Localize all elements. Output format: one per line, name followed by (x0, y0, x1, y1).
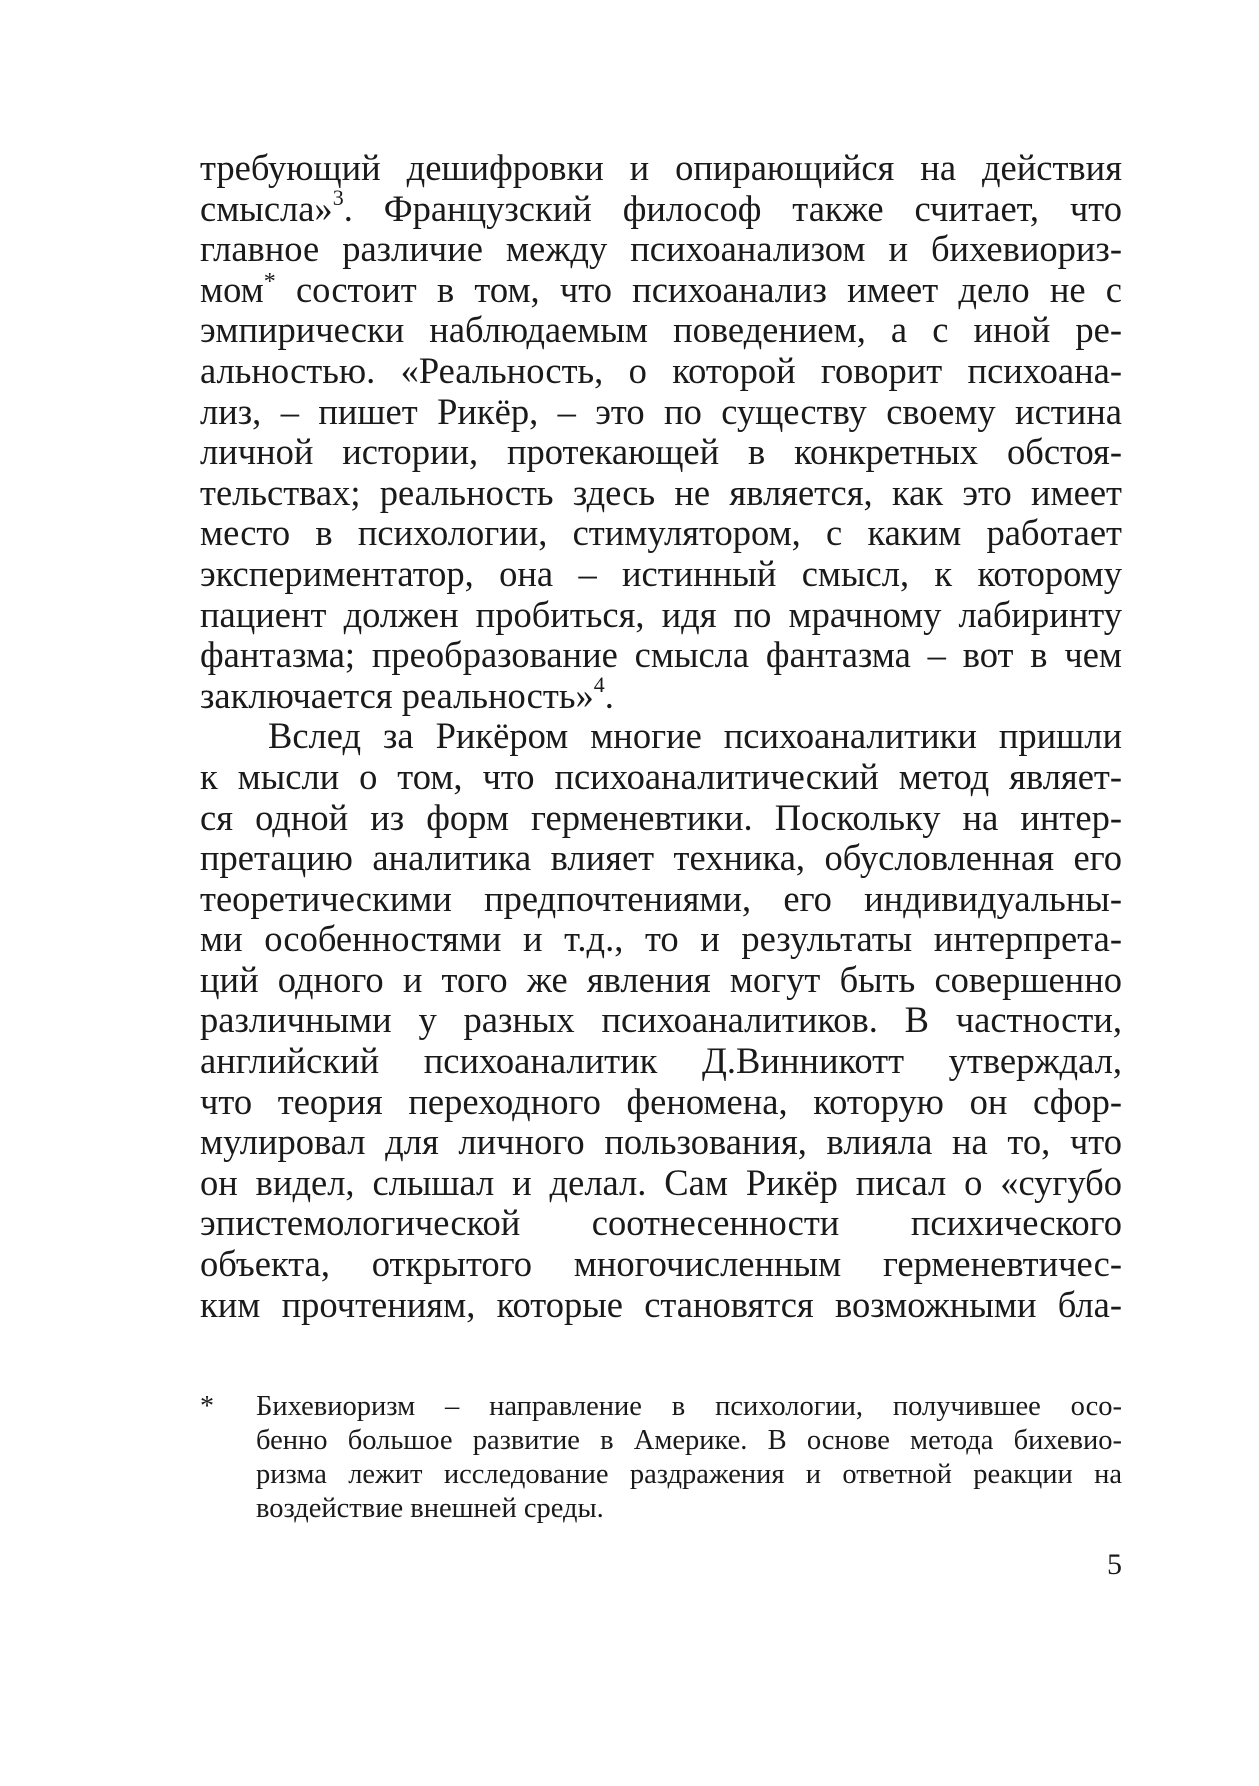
body-line: ким прочтениям, которые становятся возможными бла- (200, 1283, 1122, 1325)
body-line: пациент должен пробиться, идя по мрачному лабиринту (200, 593, 1122, 635)
body-line: личной истории, протекающей в конкретных обстоя- (200, 431, 1122, 473)
body-line: ми особенностями и т.д., то и результаты интерпрета- (200, 918, 1122, 960)
body-line: заключается реальность»$^4$. (200, 671, 614, 716)
footnote-line: ризма лежит исследование раздражения и ответной реакции на (256, 1459, 1122, 1490)
body-line: мулировал для личного пользования, влияла на то, что (200, 1121, 1122, 1163)
body-line: требующий дешифровки и опирающийся на действия (200, 147, 1122, 188)
paragraph-first-line: Вслед за Рикёром многие психоаналитики пришли (268, 715, 1122, 757)
body-line: он видел, слышал и делал. Сам Рикёр писал о «сугубо (200, 1161, 1122, 1203)
body-line: мом* состоит в том, что психоанализ имеет дело не с (200, 268, 1122, 310)
body-line: альностью. «Реальность, о которой говорит психоана- (200, 349, 1122, 391)
body-line: что теория переходного феномена, которую он сфор- (200, 1080, 1122, 1122)
footnote-line: Бихевиоризм – направление в психологии, получившее осо- (256, 1391, 1122, 1422)
body-line: объекта, открытого многочисленным герменевтичес- (200, 1243, 1122, 1285)
body-line: фантазма; преобразование смысла фантазма – вот в чем (200, 634, 1122, 676)
body-line: лиз, – пишет Рикёр, – это по существу своему истина (200, 390, 1122, 432)
body-line: эмпирически наблюдаемым поведением, а с иной ре- (200, 309, 1122, 351)
body-line: ций одного и того же явления могут быть совершенно (200, 958, 1122, 1000)
footnote-ref-4: 4 (593, 671, 605, 697)
body-line: теоретическими предпочтениями, его индивидуальны- (200, 877, 1122, 919)
footnote-marker: * (200, 1391, 214, 1422)
page-number: 5 (1107, 1548, 1122, 1581)
footnote-line: воздействие внешней среды. (256, 1493, 604, 1524)
body-line: к мысли о том, что психоаналитический метод являет- (200, 755, 1122, 797)
body-line: экспериментатор, она – истинный смысл, к которому (200, 552, 1122, 594)
footnote-text (256, 1390, 1122, 1526)
footnote-ref-3: 3 (332, 184, 344, 210)
body-text (200, 148, 1122, 1325)
body-line: различными у разных психоаналитиков. В частности, (200, 999, 1122, 1041)
body-line: тельствах; реальность здесь не является, как это имеет (200, 471, 1122, 513)
body-line: место в психологии, стимулятором, с каким работает (200, 512, 1122, 554)
body-line: английский психоаналитик Д.Винникотт утверждал, (200, 1040, 1122, 1082)
body-line: ся одной из форм герменевтики. Поскольку на интер- (200, 796, 1122, 838)
body-line: главное различие между психоанализом и бихевиориз- (200, 228, 1122, 270)
body-line: претацию аналитика влияет техника, обусловленная его (200, 837, 1122, 879)
footnote-ref-star: * (263, 268, 276, 295)
body-line: эпистемологической соотнесенности психического (200, 1202, 1122, 1244)
footnote-line: бенно большое развитие в Америке. В основе метода бихевио- (256, 1425, 1122, 1456)
body-line: смысла»$^3$. Французский философ также считает, что (200, 184, 1122, 229)
